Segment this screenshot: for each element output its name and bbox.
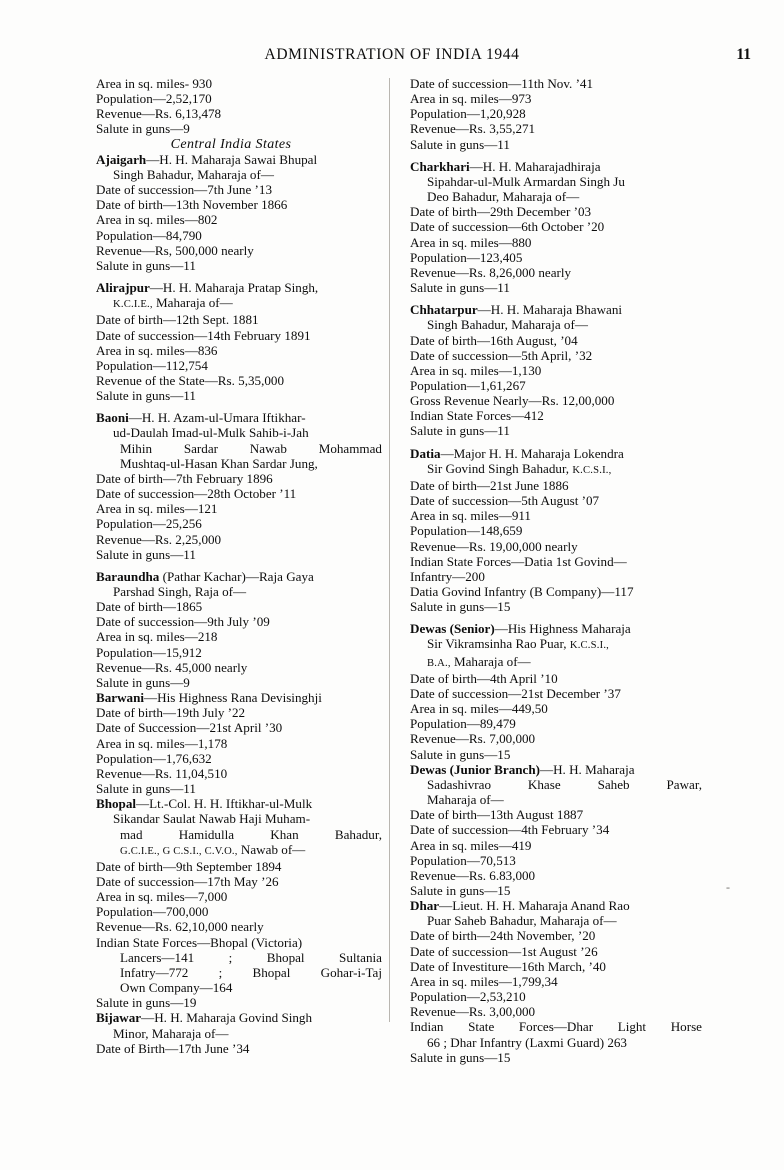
entry-detail-line: Indian State Forces—Bhopal (Victoria) (96, 934, 303, 950)
state-ruler-text: —Lieut. H. H. Maharaja Anand Rao (439, 898, 630, 914)
state-name: Bhopal (96, 796, 137, 812)
word: State (468, 1019, 495, 1035)
page-number: 11 (736, 46, 751, 63)
entry-detail-line: Date of succession—21st December ’37 (410, 685, 621, 701)
entry-detail-line: Population—700,000 (96, 904, 209, 920)
entry-detail-line: Salute in guns—11 (96, 546, 196, 562)
column-divider-rule (389, 78, 390, 1022)
state-ruler-text: —H. H. Maharaja Pratap Singh, (149, 280, 319, 296)
entry-detail-line: Area in sq. miles—1,178 (96, 735, 228, 751)
entry-detail-line: Area in sq. miles—419 (410, 837, 532, 853)
entry-detail-line: B.A., Maharaja of— (427, 653, 531, 669)
entry-detail-line: Infantry—200 (410, 568, 485, 584)
entry-detail-line: Date of Investiture—16th March, ’40 (410, 958, 606, 974)
state-entry-heading-line (96, 152, 382, 167)
entry-detail-line (96, 441, 382, 456)
entry-detail-line: Salute in guns—15 (410, 882, 511, 898)
word: mad (120, 826, 143, 842)
entry-detail-line: Deo Bahadur, Maharaja of— (427, 189, 580, 205)
entry-detail-line: Date of Birth—17th June ’34 (96, 1040, 250, 1056)
entry-detail-line: Revenue—Rs. 11,04,510 (96, 765, 228, 781)
entry-detail-line: Area in sq. miles—218 (96, 629, 218, 645)
entry-detail-line: Date of succession—4th February ’34 (410, 822, 610, 838)
entry-detail-line: Salute in guns—11 (96, 388, 196, 404)
entry-detail-line: Date of succession—5th August ’07 (410, 493, 600, 509)
entry-detail-line: Area in sq. miles—1,130 (410, 362, 542, 378)
entry-detail-line: Date of birth—19th July ’22 (96, 705, 246, 721)
right-text-column (410, 76, 702, 1065)
entry-detail-line: Minor, Maharaja of— (113, 1025, 229, 1041)
entry-detail-line: Area in sq. miles—880 (410, 234, 532, 250)
state-ruler-text: —H. H. Maharaja Govind Singh (141, 1010, 313, 1026)
entry-detail-line: Population—2,52,170 (96, 91, 212, 107)
entry-detail-line: Revenue—Rs. 62,10,000 nearly (96, 919, 264, 935)
word: ; (218, 964, 223, 980)
entry-detail-line: Date of birth—9th September 1894 (96, 858, 282, 874)
entry-detail-line: Area in sq. miles—802 (96, 212, 218, 228)
word: Sultania (339, 949, 382, 965)
entry-detail-line: Population—89,479 (410, 716, 516, 732)
entry-detail-line: Population—123,405 (410, 249, 523, 265)
entry-detail-line: Area in sq. miles—7,000 (96, 889, 228, 905)
entry-detail-line: Salute in guns—9 (96, 121, 190, 137)
state-name: Baraundha (96, 568, 160, 584)
honorific-abbreviation: B.A., (427, 657, 451, 669)
entry-detail-line: Singh Bahadur, Maharaja of— (113, 166, 274, 182)
entry-detail-line: Revenue—Rs, 500,000 nearly (96, 242, 254, 258)
entry-detail-line: Date of birth—13th August 1887 (410, 807, 584, 823)
entry-detail-line (410, 1019, 702, 1034)
entry-detail-line: Salute in guns—11 (410, 136, 510, 152)
state-name: Dewas (Junior Branch) (410, 761, 540, 777)
entry-detail-line: Date of birth—7th February 1896 (96, 470, 273, 486)
running-head-title: ADMINISTRATION OF INDIA 1944 (264, 46, 520, 63)
state-entry-heading-line (96, 280, 382, 295)
entry-detail-line: Salute in guns—11 (410, 423, 510, 439)
state-name: Ajaigarh (96, 151, 147, 167)
entry-detail-line (96, 827, 382, 842)
entry-detail-line: Sikandar Saulat Nawab Haji Muham- (113, 811, 311, 827)
entry-detail-line: Date of succession—9th July ’09 (96, 614, 270, 630)
entry-detail-line: Sipahdar-ul-Mulk Armardan Singh Ju (427, 173, 625, 189)
entry-detail-line: Indian State Forces—412 (410, 408, 544, 424)
entry-detail-line: Date of succession—7th June ’13 (96, 182, 272, 198)
entry-detail-line: Date of succession—5th April, ’32 (410, 347, 593, 363)
entry-detail-line: Date of birth—21st June 1886 (410, 477, 569, 493)
state-entry-heading-line (410, 446, 702, 461)
state-entry-heading-line (410, 621, 702, 636)
entry-detail-line: ud-Daulah Imad-ul-Mulk Sahib-i-Jah (113, 425, 309, 441)
entry-detail-line: Population—15,912 (96, 644, 202, 660)
entry-detail-line: Population—70,513 (410, 852, 516, 868)
state-name: Barwani (96, 690, 145, 706)
state-ruler-text: —H. H. Maharajadhiraja (469, 158, 601, 174)
entry-detail-line (410, 777, 702, 792)
state-ruler-text: —H. H. Maharaja Sawai Bhupal (146, 151, 318, 167)
state-entry-heading-line (96, 1010, 382, 1025)
entry-detail-line: Area in sq. miles—911 (410, 508, 531, 524)
entry-detail-line: Date of succession—14th February 1891 (96, 327, 311, 343)
entry-detail-line: Salute in guns—15 (410, 1049, 511, 1065)
running-head (0, 46, 784, 68)
entry-detail-line: Date of Succession—21st April ’30 (96, 720, 283, 736)
entry-detail-line: Parshad Singh, Raja of— (113, 584, 247, 599)
state-name: Charkhari (410, 158, 470, 174)
entry-detail-line: Gross Revenue Nearly—Rs. 12,00,000 (410, 393, 615, 409)
entry-detail-line: Date of succession—6th October ’20 (410, 219, 605, 235)
left-text-column (96, 76, 382, 1056)
entry-detail-line: Salute in guns—11 (96, 781, 196, 797)
entry-detail-line: Salute in guns—9 (96, 674, 190, 690)
entry-detail-line: Indian State Forces—Datia 1st Govind— (410, 553, 627, 569)
state-entry-heading-line (96, 410, 382, 425)
entry-detail-line: Area in sq. miles—836 (96, 342, 218, 358)
entry-detail-line: Own Company—164 (120, 980, 233, 996)
state-entry-heading-line (96, 690, 382, 705)
honorific-abbreviation: K.C.S.I., (572, 464, 612, 476)
entry-detail-line: Salute in guns—15 (410, 599, 511, 615)
state-ruler-text: —His Highness Maharaja (494, 621, 631, 637)
state-entry-heading-line (410, 762, 702, 777)
word: Bahadur, (334, 826, 382, 842)
honorific-abbreviation: K.C.S.I., (569, 640, 610, 652)
entry-detail-line: Date of succession—17th May ’26 (96, 873, 279, 889)
state-entry-heading-line (96, 569, 382, 584)
state-name: Dhar (410, 898, 440, 914)
entry-detail-line: Area in sq. miles—449,50 (410, 701, 548, 717)
state-entry-heading-line (410, 898, 702, 913)
entry-detail-line: Population—112,754 (96, 357, 208, 373)
entry-detail-line: Population—148,659 (410, 523, 523, 539)
word: Sardar (183, 440, 218, 456)
entry-detail-line: Revenue—Rs. 19,00,000 nearly (410, 538, 578, 554)
state-ruler-text: (Pathar Kachar)—Raja Gaya (159, 568, 314, 584)
word: Infatry—772 (120, 964, 189, 980)
entry-detail-line: Salute in guns—19 (96, 995, 197, 1011)
entry-detail-line: Date of birth—1865 (96, 599, 203, 615)
word: Saheb (597, 776, 630, 792)
word: Mihin (120, 440, 153, 456)
entry-detail-line: G.C.I.E., G C.S.I., C.V.O., Nawab of— (120, 841, 306, 857)
entry-detail-line: Maharaja of— (427, 792, 504, 808)
word: Forces—Dhar (518, 1019, 594, 1035)
entry-detail-line: Salute in guns—15 (410, 746, 511, 762)
state-ruler-text: —His Highness Rana Devisinghji (144, 690, 322, 706)
entry-detail-line: Sir Govind Singh Bahadur, K.C.S.I., (427, 460, 612, 476)
word: ; (228, 949, 233, 965)
entry-detail-line: Date of birth—16th August, ’04 (410, 332, 578, 348)
word: Pawar, (666, 776, 702, 792)
honorific-abbreviation: K.C.I.E., (113, 299, 153, 311)
word: Bhopal (252, 964, 291, 980)
entry-detail-line: Puar Saheb Bahadur, Maharaja of— (427, 913, 617, 929)
entry-detail-line: Area in sq. miles- 930 (96, 76, 213, 91)
entry-detail-line: K.C.I.E., Maharaja of— (113, 295, 233, 311)
word: Mohammad (318, 440, 382, 456)
state-ruler-text: —H. H. Azam-ul-Umara Iftikhar- (128, 410, 306, 426)
entry-detail-line: Revenue of the State—Rs. 5,35,000 (96, 372, 285, 388)
state-name: Baoni (96, 410, 129, 426)
entry-detail-line: Mushtaq-ul-Hasan Khan Sardar Jung, (120, 455, 318, 471)
entry-detail-line: Revenue—Rs. 45,000 nearly (96, 659, 248, 675)
word: Indian (410, 1019, 444, 1035)
state-ruler-text: —Lt.-Col. H. H. Iftikhar-ul-Mulk (136, 796, 313, 812)
word: Lancers—141 (120, 949, 195, 965)
entry-detail-line: Area in sq. miles—1,799,34 (410, 973, 558, 989)
entry-detail-line: Sir Vikramsinha Rao Puar, K.C.S.I., (427, 636, 610, 652)
word: Nawab (249, 440, 287, 456)
entry-detail-line (96, 950, 382, 965)
state-name: Chhatarpur (410, 302, 478, 318)
entry-detail-line: Area in sq. miles—121 (96, 501, 218, 517)
entry-detail-line: Revenue—Rs. 3,55,271 (410, 121, 536, 137)
entry-detail-line: Salute in guns—11 (96, 257, 196, 273)
entry-detail-line: Population—84,790 (96, 227, 202, 243)
word: Bhopal (266, 949, 305, 965)
word: Gohar-i-Taj (320, 964, 382, 980)
entry-detail-line: Revenue—Rs. 3,00,000 (410, 1004, 536, 1020)
entry-detail-line: Date of birth—24th November, ’20 (410, 928, 596, 944)
honorific-abbreviation: G.C.I.E., G C.S.I., C.V.O., (120, 845, 238, 857)
entry-detail-line: Datia Govind Infantry (B Company)—117 (410, 584, 634, 599)
entry-detail-line: Singh Bahadur, Maharaja of— (427, 317, 588, 333)
entry-detail-line: Revenue—Rs. 7,00,000 (410, 731, 536, 747)
state-name: Dewas (Senior) (410, 621, 495, 637)
entry-detail-line: Date of birth—4th April ’10 (410, 670, 558, 686)
text-columns (0, 76, 784, 1065)
entry-detail-line (96, 965, 382, 980)
word: Light (617, 1019, 647, 1035)
entry-detail-line: Revenue—Rs. 6.83,000 (410, 867, 536, 883)
entry-detail-line: Salute in guns—11 (410, 280, 510, 296)
word: Hamidulla (178, 826, 235, 842)
entry-detail-line: Date of succession—28th October ’11 (96, 486, 297, 502)
entry-detail-line: 66 ; Dhar Infantry (Laxmi Guard) 263 (427, 1034, 627, 1050)
state-name: Alirajpur (96, 280, 150, 296)
state-ruler-text: —Major H. H. Maharaja Lokendra (440, 445, 624, 461)
entry-detail-line: Date of succession—1st August ’26 (410, 943, 598, 959)
entry-detail-line: Area in sq. miles—973 (410, 91, 532, 107)
entry-detail-line: Revenue—Rs. 2,25,000 (96, 531, 222, 547)
word: Horse (670, 1019, 702, 1035)
entry-detail-line: Date of birth—29th December ’03 (410, 204, 592, 220)
entry-detail-line: Population—25,256 (96, 516, 202, 532)
entry-detail-line: Population—1,61,267 (410, 377, 526, 393)
word: Khan (270, 826, 299, 842)
entry-detail-line: Revenue—Rs. 8,26,000 nearly (410, 264, 572, 280)
entry-detail-line: Revenue—Rs. 6,13,478 (96, 106, 222, 122)
margin-speck: - (726, 880, 730, 894)
state-entry-heading-line (410, 302, 702, 317)
word: Sadashivrao (427, 776, 491, 792)
state-name: Datia (410, 445, 441, 461)
entry-detail-line: Population—1,20,928 (410, 106, 526, 122)
entry-detail-line: Date of birth—13th November 1866 (96, 197, 288, 213)
entry-detail-line: Date of birth—12th Sept. 1881 (96, 312, 259, 328)
state-ruler-text: —H. H. Maharaja Bhawani (477, 302, 623, 318)
entry-detail-line: Date of succession—11th Nov. ’41 (410, 76, 594, 91)
state-ruler-text: —H. H. Maharaja (539, 761, 635, 777)
state-name: Bijawar (96, 1010, 142, 1026)
entry-detail-line: Population—1,76,632 (96, 750, 212, 766)
state-entry-heading-line (410, 159, 702, 174)
section-heading: Central India States (170, 136, 292, 152)
word: Khase (527, 776, 561, 792)
state-entry-heading-line (96, 796, 382, 811)
entry-detail-line: Population—2,53,210 (410, 989, 526, 1005)
